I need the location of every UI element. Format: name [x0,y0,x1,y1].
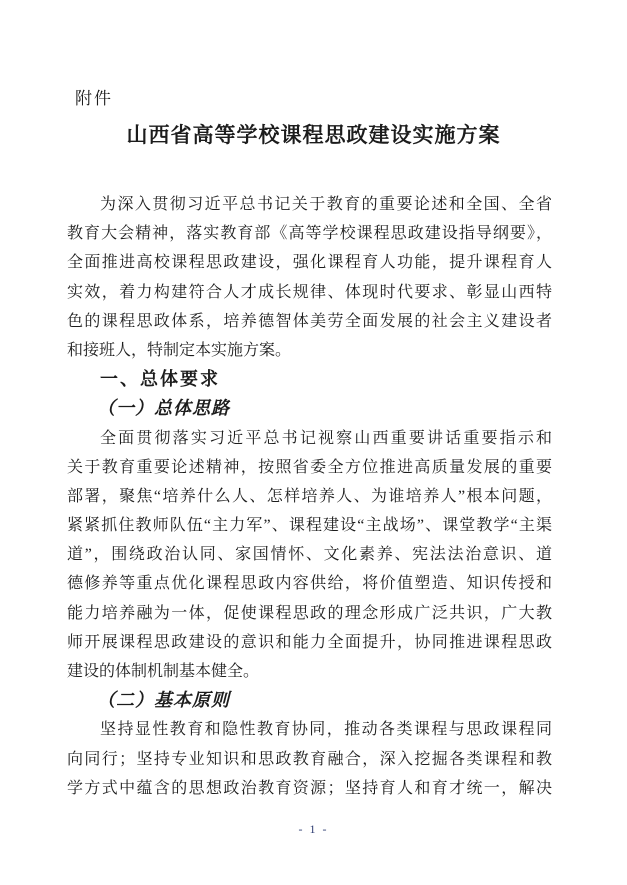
text-line: 全面推进高校课程思政建设，强化课程育人功能，提升课程育人 [67,254,552,272]
text-line: 教育大会精神，落实教育部《高等学校课程思政建设指导纲要》， [67,225,552,243]
text-line: 和接班人，特制定本实施方案。 [67,341,292,359]
attachment-label: 附件 [75,89,113,108]
text-line: 学方式中蕴含的思想政治教育资源；坚持育人和育才统一，解决 [67,779,552,797]
text-line: 实效，着力构建符合人才成长规律、体现时代要求、彰显山西特 [67,283,552,301]
text-line: 道”，围绕政治认同、家国情怀、文化素养、宪法法治意识、道 [67,546,552,564]
subsection-heading: （二）基本原则 [97,690,230,711]
document-title: 山西省高等学校课程思政建设实施方案 [126,123,501,147]
text-line: 德修养等重点优化课程思政内容供给，将价值塑造、知识传授和 [67,575,552,593]
text-line: 坚持显性教育和隐性教育协同，推动各类课程与思政课程同 [100,721,552,739]
text-line: 向同行；坚持专业知识和思政教育融合，深入挖掘各类课程和教 [67,750,552,768]
paragraph [67,715,552,803]
document-content [67,190,552,803]
subsection-heading: （一）总体思路 [97,398,230,419]
text-line: 为深入贯彻习近平总书记关于教育的重要论述和全国、全省 [100,196,552,213]
text-line: 建设的体制机制基本健全。 [67,663,260,680]
paragraph [67,190,552,365]
text-line: 紧紧抓住教师队伍“主力军”、课程建设“主战场”、课堂教学“主渠 [67,517,552,535]
text-line: 全面贯彻落实习近平总书记视察山西重要讲话重要指示和 [100,429,552,447]
text-line: 能力培养融为一体，促使课程思政的理念形成广泛共识，广大教 [67,604,552,622]
paragraph [67,424,552,687]
text-line: 关于教育重要论述精神，按照省委全方位推进高质量发展的重要 [67,458,552,476]
section-heading: 一、总体要求 [100,369,220,390]
text-line: 色的课程思政体系，培养德智体美劳全面发展的社会主义建设者 [67,312,552,330]
text-line: 师开展课程思政建设的意识和能力全面提升，协同推进课程思政 [67,633,552,651]
text-line: 部署，聚焦“培养什么人、怎样培养人、为谁培养人”根本问题， [67,487,552,505]
page-number: - 1 - [298,822,329,836]
